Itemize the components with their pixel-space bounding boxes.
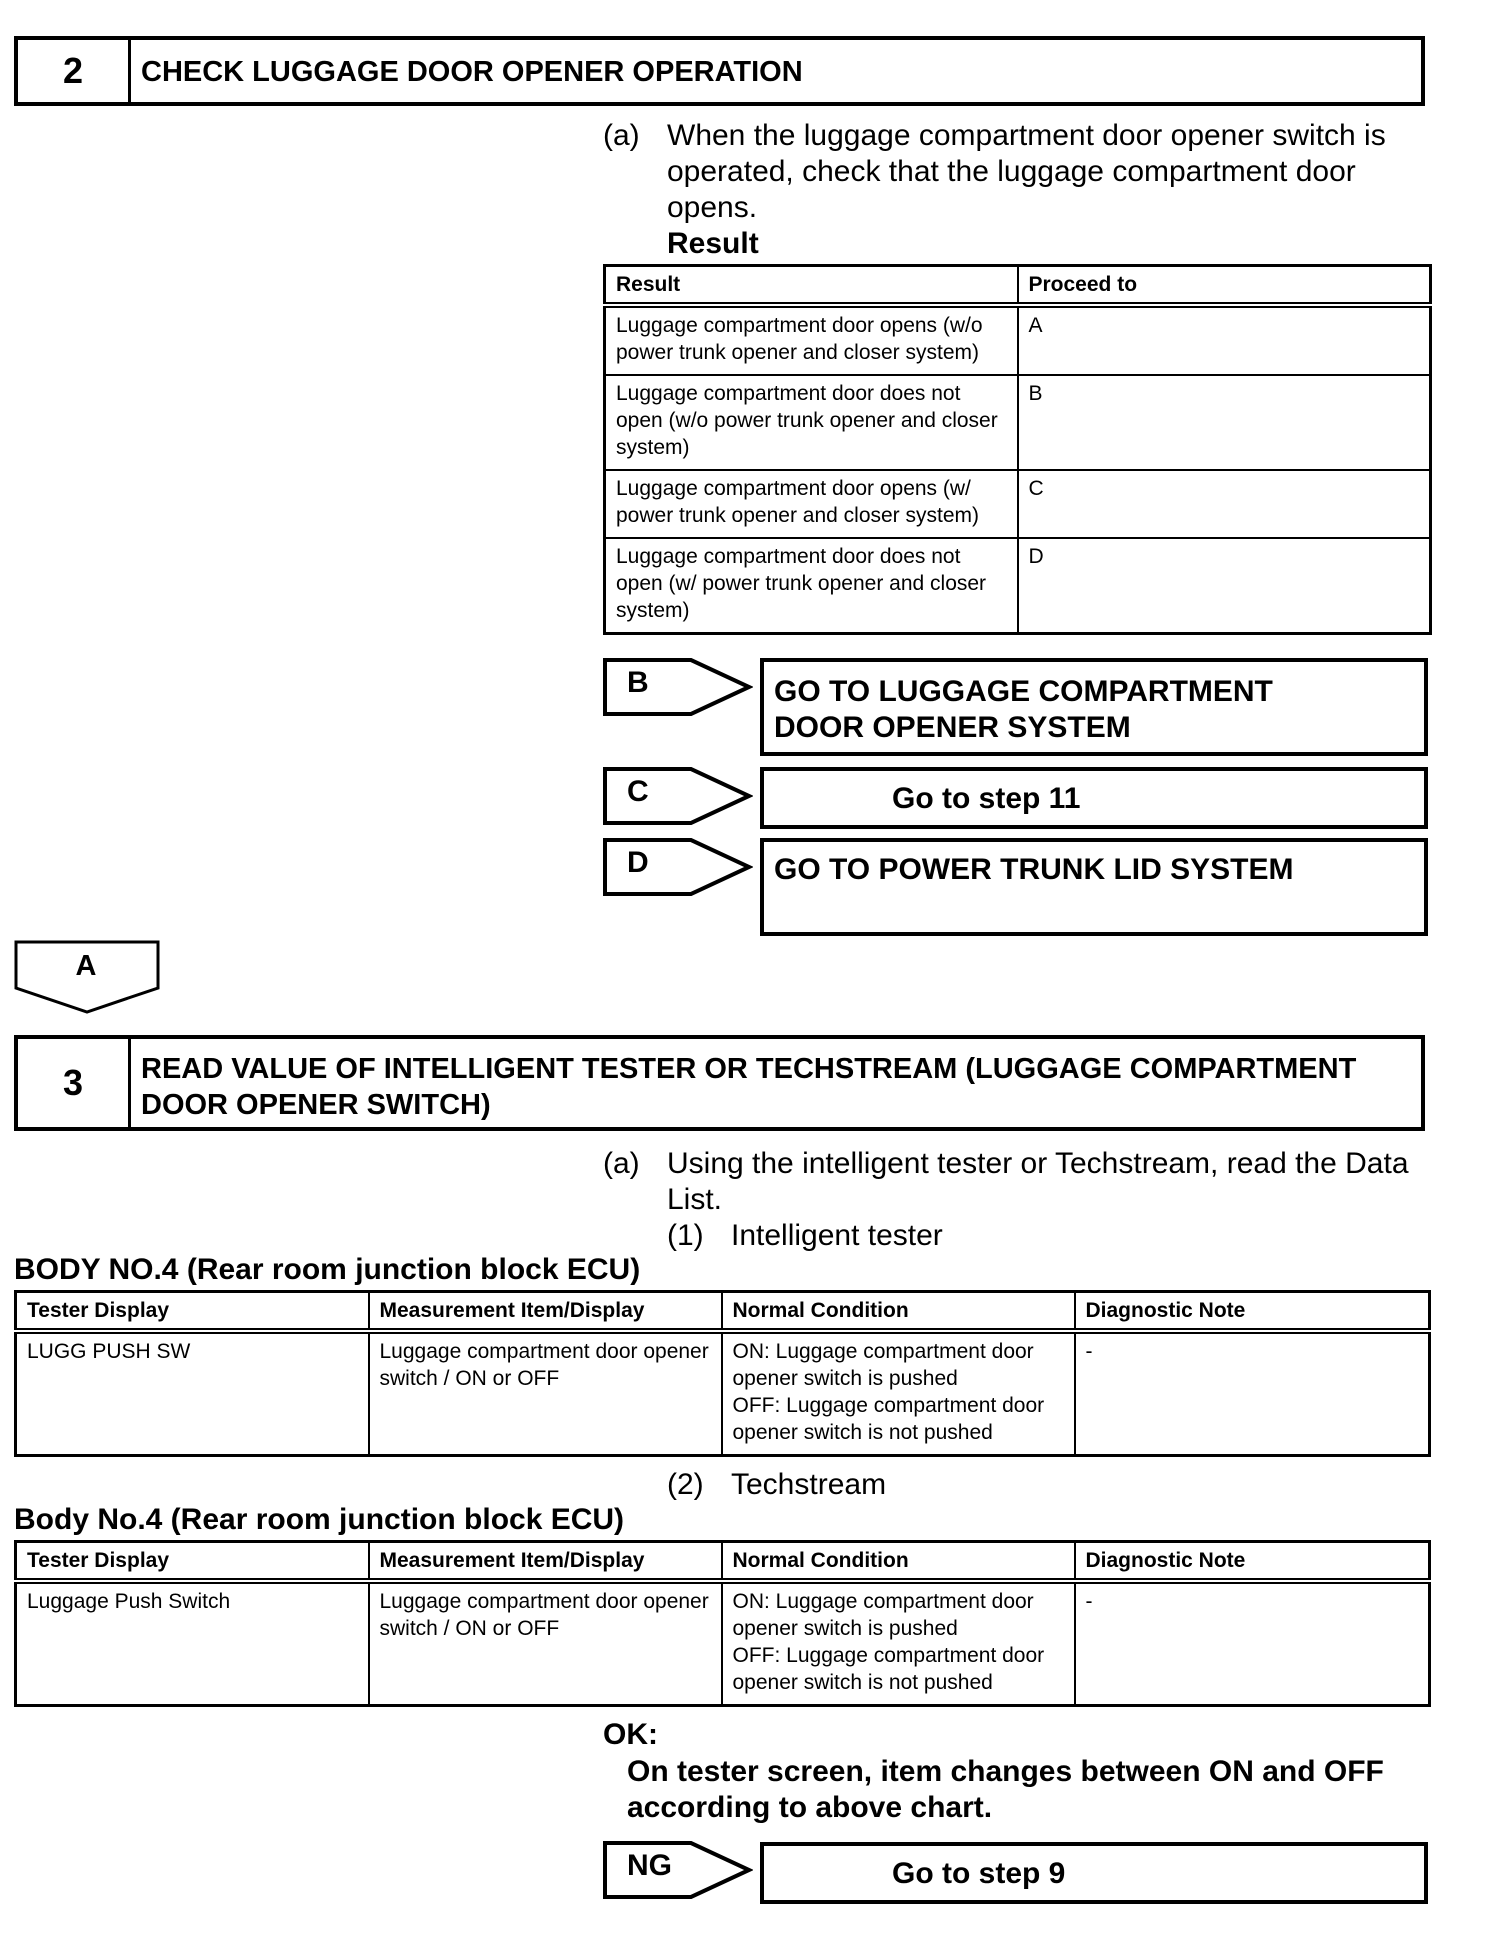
techstream-table xyxy=(14,1540,1431,1707)
tester-display-cell: Luggage Push Switch xyxy=(16,1581,369,1706)
instruction-text: Using the intelligent tester or Techstream, read the Data List. xyxy=(667,1147,1409,1216)
branch-label: D xyxy=(627,846,649,879)
sub-step-text: Intelligent tester xyxy=(731,1219,943,1252)
column-header: Diagnostic Note xyxy=(1075,1292,1430,1332)
branch-ng[interactable] xyxy=(603,1841,753,1899)
table-row xyxy=(605,305,1431,375)
condition-off: OFF: Luggage compartment door opener switch is not pushed xyxy=(732,1394,1045,1444)
step-2-instruction xyxy=(603,118,1433,262)
branch-d[interactable] xyxy=(603,838,753,896)
column-header: Proceed to xyxy=(1018,266,1431,306)
step-3-header xyxy=(14,1035,1425,1131)
table-header-row xyxy=(16,1292,1430,1332)
condition-on: ON: Luggage compartment door opener switch is pushed xyxy=(732,1340,1034,1390)
table-row xyxy=(16,1331,1430,1456)
list-marker: (a) xyxy=(603,1147,640,1180)
column-header: Normal Condition xyxy=(722,1542,1075,1582)
table-row xyxy=(605,538,1431,634)
proceed-cell: A xyxy=(1018,305,1431,375)
instruction-text: When the luggage compartment door opener switch is operated, check that the luggage compartment door opens. xyxy=(667,119,1386,224)
result-label: Result xyxy=(667,227,759,260)
branch-label: NG xyxy=(627,1849,672,1882)
intelligent-tester-table xyxy=(14,1290,1431,1457)
column-header: Diagnostic Note xyxy=(1075,1542,1430,1582)
arrow-right-icon xyxy=(603,767,753,825)
normal-condition-cell xyxy=(722,1331,1075,1456)
proceed-cell: C xyxy=(1018,470,1431,538)
column-header: Tester Display xyxy=(16,1542,369,1582)
table-1-title: BODY NO.4 (Rear room junction block ECU) xyxy=(14,1253,641,1286)
branch-c-target[interactable]: Go to step 11 xyxy=(760,767,1428,829)
list-marker: (a) xyxy=(603,119,640,152)
result-cell: Luggage compartment door opens (w/ power trunk opener and closer system) xyxy=(605,470,1018,538)
sub-step-1 xyxy=(667,1218,1267,1254)
branch-label: B xyxy=(627,666,649,699)
proceed-cell: B xyxy=(1018,375,1431,470)
step-title: CHECK LUGGAGE DOOR OPENER OPERATION xyxy=(141,56,803,88)
branch-b-target[interactable]: GO TO LUGGAGE COMPARTMENT DOOR OPENER SYSTEM xyxy=(760,658,1428,756)
proceed-cell: D xyxy=(1018,538,1431,634)
result-cell: Luggage compartment door does not open (w/ power trunk opener and closer system) xyxy=(605,538,1018,634)
step-2-header xyxy=(14,36,1425,106)
tester-display-cell: LUGG PUSH SW xyxy=(16,1331,369,1456)
measurement-item-cell: Luggage compartment door opener switch / ON or OFF xyxy=(369,1331,722,1456)
normal-condition-cell xyxy=(722,1581,1075,1706)
branch-b[interactable] xyxy=(603,658,753,716)
table-row xyxy=(605,470,1431,538)
branch-d-target[interactable]: GO TO POWER TRUNK LID SYSTEM xyxy=(760,838,1428,936)
column-header: Measurement Item/Display xyxy=(369,1542,722,1582)
step-number: 2 xyxy=(18,40,131,102)
arrow-right-icon xyxy=(603,838,753,896)
step-number: 3 xyxy=(18,1039,131,1127)
table-row xyxy=(605,375,1431,470)
diagnostic-note-cell: - xyxy=(1075,1581,1430,1706)
branch-c[interactable] xyxy=(603,767,753,825)
table-header-row xyxy=(605,266,1431,306)
result-table xyxy=(603,264,1432,635)
arrow-right-icon xyxy=(603,658,753,716)
ok-criteria: On tester screen, item changes between ON and OFF according to above chart. xyxy=(627,1755,1384,1824)
result-cell: Luggage compartment door does not open (w/o power trunk opener and closer system) xyxy=(605,375,1018,470)
ok-label: OK: xyxy=(603,1718,658,1751)
list-marker: (1) xyxy=(667,1219,704,1252)
diagnostic-note-cell: - xyxy=(1075,1331,1430,1456)
measurement-item-cell: Luggage compartment door opener switch / ON or OFF xyxy=(369,1581,722,1706)
branch-label: C xyxy=(627,775,649,808)
column-header: Normal Condition xyxy=(722,1292,1075,1332)
result-cell: Luggage compartment door opens (w/o power trunk opener and closer system) xyxy=(605,305,1018,375)
table-2-title: Body No.4 (Rear room junction block ECU) xyxy=(14,1503,625,1536)
arrow-right-icon xyxy=(603,1841,753,1899)
sub-step-2 xyxy=(667,1467,1267,1503)
condition-on: ON: Luggage compartment door opener switch is pushed xyxy=(732,1590,1034,1640)
condition-off: OFF: Luggage compartment door opener switch is not pushed xyxy=(732,1644,1045,1694)
continue-label: A xyxy=(75,950,97,982)
column-header: Result xyxy=(605,266,1018,306)
branch-ng-target[interactable]: Go to step 9 xyxy=(760,1842,1428,1904)
sub-step-text: Techstream xyxy=(731,1468,887,1501)
column-header: Measurement Item/Display xyxy=(369,1292,722,1332)
step-title: READ VALUE OF INTELLIGENT TESTER OR TECHSTREAM (LUGGAGE COMPARTMENT DOOR OPENER SWITCH) xyxy=(141,1053,1357,1121)
column-header: Tester Display xyxy=(16,1292,369,1332)
table-header-row xyxy=(16,1542,1430,1582)
continue-a[interactable] xyxy=(14,940,160,1014)
list-marker: (2) xyxy=(667,1468,704,1501)
step-3-instruction xyxy=(603,1146,1433,1218)
table-row xyxy=(16,1581,1430,1706)
